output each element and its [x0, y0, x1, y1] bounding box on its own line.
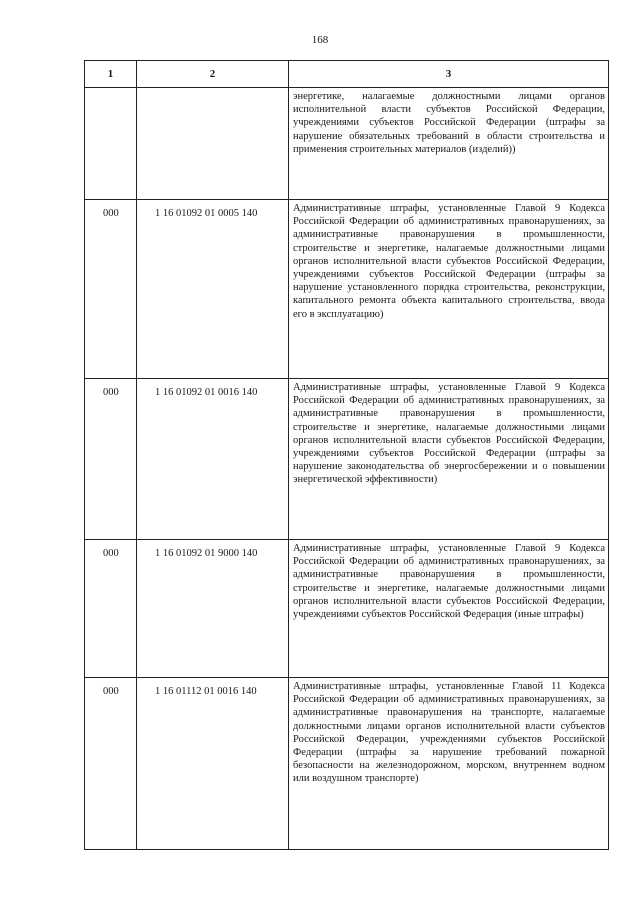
description-cell: Административные штрафы, установленные Главой 11 Кодекса Российской Федерации об административных правонарушениях, за административные правонарушения на транспорте, налагаемые должностными лицами органов исполнительной власти субъектов Российской Федерации, учреждениями субъектов Российской Федерации (штрафы за нарушение требований пожарной безопасности на железнодорожном, морском, внутреннем водном или воздушном транспорте) [289, 678, 609, 850]
budget-code-cell: 1 16 01092 01 9000 140 [137, 540, 289, 678]
admin-code-cell: 000 [85, 540, 137, 678]
revenue-codes-table [84, 60, 609, 850]
admin-code-cell: 000 [85, 200, 137, 379]
description-cell: Административные штрафы, установленные Главой 9 Кодекса Российской Федерации об административных правонарушениях, за административные правонарушения в промышленности, строительстве и энергетике, налагаемые должностными лицами органов исполнительной власти субъектов Российской Федерации, учреждениями субъектов Российской Федерация (иные штрафы) [289, 540, 609, 678]
admin-code-cell [85, 88, 137, 200]
budget-code-cell: 1 16 01092 01 0016 140 [137, 379, 289, 540]
column-header-3: 3 [289, 61, 609, 88]
table-row [85, 678, 609, 850]
description-cell: энергетике, налагаемые должностными лицами органов исполнительной власти субъектов Российской Федерации, учреждениями субъектов Российской Федерации (штрафы за нарушение обязательных требований в области строительства и применения строительных материалов (изделий)) [289, 88, 609, 200]
table-header-row [85, 61, 609, 88]
budget-code-cell [137, 88, 289, 200]
admin-code-cell: 000 [85, 379, 137, 540]
budget-code-cell: 1 16 01112 01 0016 140 [137, 678, 289, 850]
table-row [85, 379, 609, 540]
table-row [85, 540, 609, 678]
description-cell: Административные штрафы, установленные Главой 9 Кодекса Российской Федерации об административных правонарушениях, за административные правонарушения в промышленности, строительстве и энергетике, налагаемые должностными лицами органов исполнительной власти субъектов Российской Федерации, учреждениями субъектов Российской Федерации (штрафы за нарушение установленного порядка строительства, реконструкции, капитального ремонта объекта капитального строительства, ввода его в эксплуатацию) [289, 200, 609, 379]
budget-code-cell: 1 16 01092 01 0005 140 [137, 200, 289, 379]
table-row [85, 200, 609, 379]
column-header-2: 2 [137, 61, 289, 88]
column-header-1: 1 [85, 61, 137, 88]
admin-code-cell: 000 [85, 678, 137, 850]
page-number: 168 [311, 34, 329, 46]
description-cell: Административные штрафы, установленные Главой 9 Кодекса Российской Федерации об административных правонарушениях, за административные правонарушения в промышленности, строительстве и энергетике, налагаемые должностными лицами органов исполнительной власти субъектов Российской Федерации, учреждениями субъектов Российской Федерации (штрафы за нарушение законодательства об энергосбережении и о повышении энергетической эффективности) [289, 379, 609, 540]
table-row [85, 88, 609, 200]
